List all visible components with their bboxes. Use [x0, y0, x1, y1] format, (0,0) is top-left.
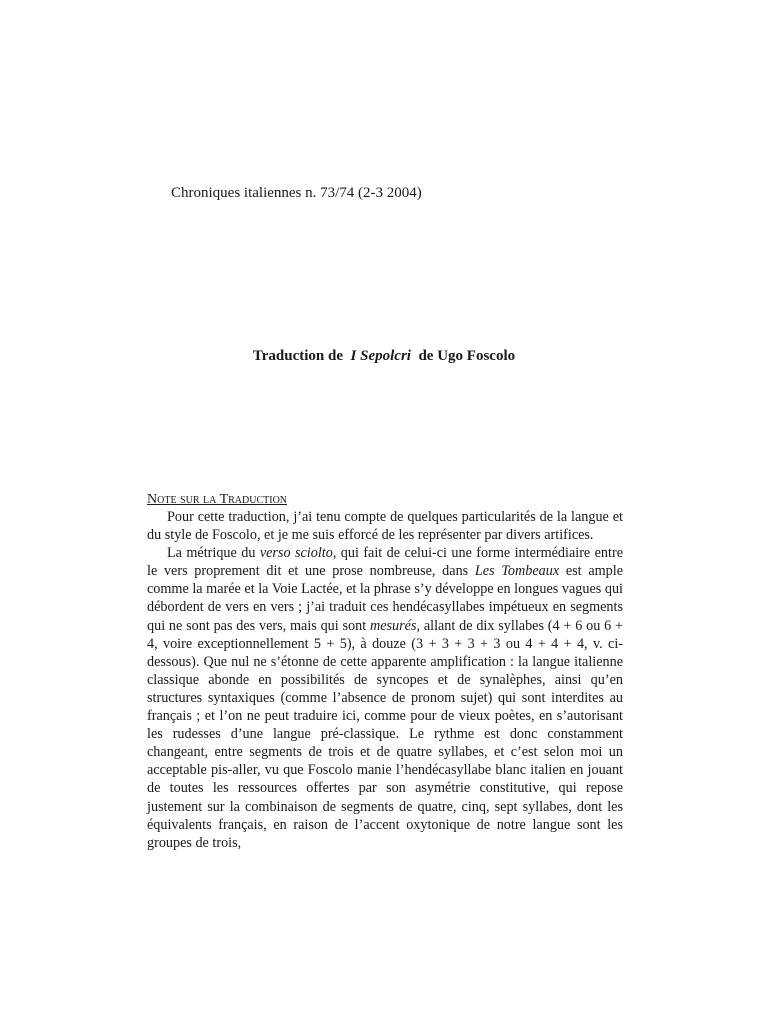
p2-italic-verso-sciolto: verso sciolto [259, 545, 333, 562]
section-heading: Note sur la Traduction [147, 492, 288, 507]
p2-text-g: , allant de dix syllabes (4 + 6 ou 6 + 4, voire exceptionnellement 5 + 5), à douze (3 + 3 + 3 + 3 ou 4 + 4 + 4, v. ci-dessous). Que nul ne s’étonne de cette apparente amplification : la langue italienne classique abonde en possibilités de syncopes et de synalèphes, ainsi qu’en structures syntaxiques (comme l’absence de pronom sujet) qui sont interdites au français ; et l’on ne peut traduire ici, comme pour de vieux poètes, en s’autorisant les rudesses d’une langue pré-classique. Le rythme est donc constamment changeant, entre segments de trois et de quatre syllabes, et c’est selon moi un acceptable pis-aller, vu que Foscolo manie l’hendécasyllabe blanc italien en jouant de toutes les ressources offertes par son asymétrie constitutive, qui repose justement sur la combinaison de segments de quatre, cinq, sept syllabes, dont les équivalents français, en raison de l’accent oxytonique de notre langue sont les groupes de trois, [147, 617, 623, 851]
title-work: I Sepolcri [350, 348, 411, 364]
paragraph-2 [147, 544, 623, 852]
body-text [147, 508, 623, 852]
p2-italic-mesures: mesurés [369, 617, 417, 634]
title-prefix: Traduction de [252, 348, 344, 364]
p2-text-a: La métrique du [167, 545, 260, 562]
journal-reference: Chroniques italiennes n. 73/74 (2-3 2004) [171, 185, 422, 201]
p2-text-c: , qui fait de celui-ci une forme intermédiaire entre le vers proprement dit et une prose nombreuse, dans [147, 545, 623, 580]
document-title [0, 346, 768, 366]
paragraph-1: Pour cette traduction, j’ai tenu compte de quelques particularités de la langue et du style de Foscolo, et je me suis efforcé de les représenter par divers artifices. [147, 509, 623, 544]
p2-italic-les-tombeaux: Les Tombeaux [474, 563, 560, 580]
title-suffix: de Ugo Foscolo [418, 348, 516, 364]
p2-text-e: est ample comme la marée et la Voie Lactée, et la phrase s’y développe en longues vagues qui débordent de vers en vers ; j’ai traduit ces hendécasyllabes impétueux en segments qui ne sont pas des vers, mais qui sont [147, 563, 623, 634]
